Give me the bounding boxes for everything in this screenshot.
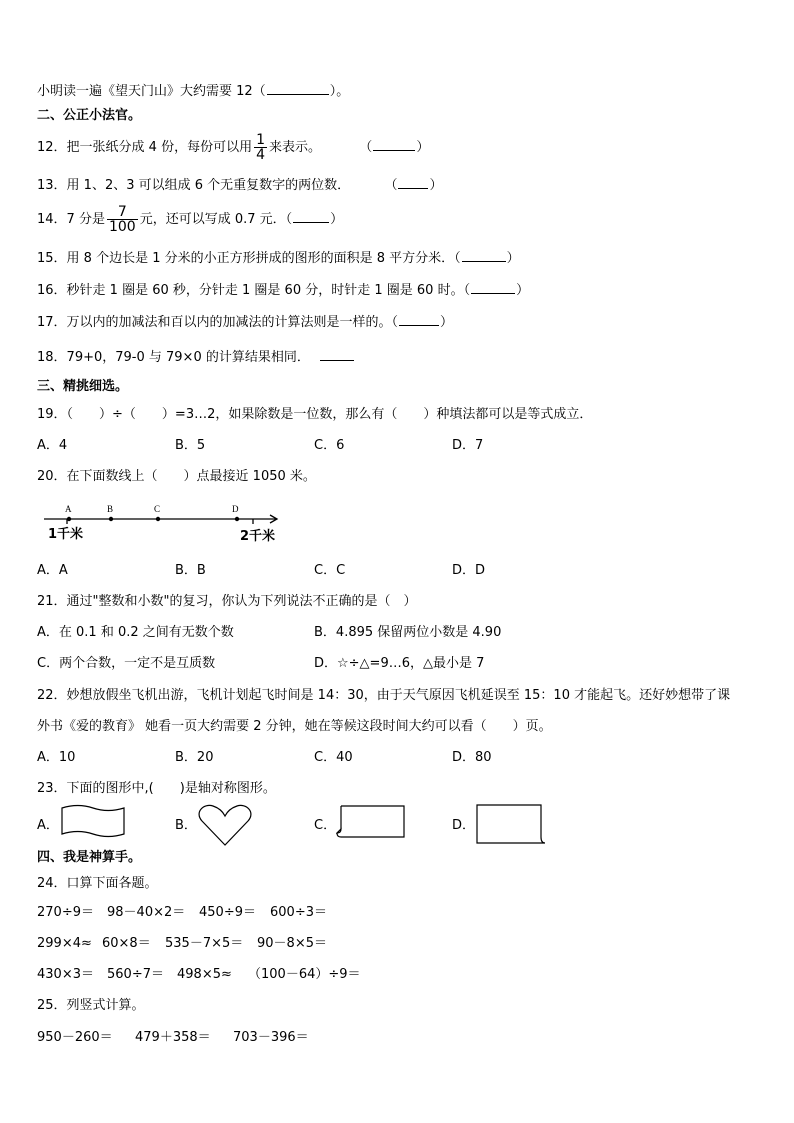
calc-item[interactable]: （100－64）÷9＝	[248, 967, 361, 982]
option-c[interactable]: C．C	[314, 563, 346, 578]
option-b[interactable]: B．5	[175, 438, 206, 453]
question-text-close: ）	[516, 283, 530, 298]
question-text: 17．万以内的加减法和百以内的加减法的计算法则是一样的。（	[37, 315, 399, 330]
fraction	[107, 205, 138, 234]
calc-item[interactable]: 498×5≈	[177, 967, 232, 982]
paren-close: ）	[429, 178, 443, 193]
question-text-close: ）	[330, 212, 344, 227]
number-line-graphic	[40, 498, 290, 548]
question-text-close: ）	[440, 315, 454, 330]
option-c[interactable]: C．40	[314, 750, 353, 765]
question-text: 15．用 8 个边长是 1 分米的小正方形拼成的图形的面积是 8 平方分米．（	[37, 251, 461, 266]
question-16	[37, 281, 529, 300]
start-label: 1千米	[48, 527, 84, 542]
option-b-heart-shape	[197, 803, 253, 847]
question-12	[37, 130, 429, 166]
option-d[interactable]: D．D	[452, 563, 486, 578]
option-a[interactable]: A．A	[37, 563, 68, 578]
answer-blank[interactable]	[398, 176, 428, 189]
calc-item[interactable]: 60×8＝	[102, 936, 151, 951]
option-c[interactable]: C．6	[314, 438, 345, 453]
option-c[interactable]: C．两个合数，一定不是互质数	[37, 656, 216, 671]
point-a-label: A	[65, 504, 72, 514]
option-a[interactable]: A．在 0.1 和 0.2 之间有无数个数	[37, 625, 234, 640]
option-a[interactable]: A．	[37, 818, 59, 833]
question-text: 14．7 分是	[37, 212, 105, 227]
question-23: 23．下面的图形中,( )是轴对称图形。	[37, 781, 276, 796]
point-c-label: C	[154, 504, 161, 514]
fraction-numerator: 7	[107, 205, 138, 220]
fraction-denominator: 4	[256, 147, 265, 163]
answer-blank[interactable]	[462, 249, 506, 262]
answer-blank[interactable]	[267, 82, 329, 95]
section-heading: 二、公正小法官。	[37, 108, 142, 123]
option-a-shape	[60, 803, 126, 843]
question-13	[37, 176, 442, 195]
calc-item[interactable]: 299×4≈	[37, 936, 92, 951]
answer-blank[interactable]	[373, 138, 415, 151]
option-c[interactable]: C．	[314, 818, 337, 833]
point-d-label: D	[232, 504, 239, 514]
number-line	[40, 498, 290, 548]
fraction	[254, 133, 267, 162]
option-d[interactable]: D．☆÷△=9…6，△最小是 7	[314, 656, 485, 671]
paren-open: （	[384, 178, 398, 193]
question-text: 小明读一遍《望天门山》大约需要 12（	[37, 84, 266, 99]
question-24: 24．口算下面各题。	[37, 876, 158, 891]
calc-item[interactable]: 560÷7＝	[107, 967, 164, 982]
question-text-post: 元，还可以写成 0.7 元．（	[139, 212, 293, 227]
question-text-close: ）。	[329, 84, 350, 99]
end-label: 2千米	[240, 529, 276, 544]
fraction-denominator: 100	[108, 219, 136, 235]
calc-item[interactable]: 450÷9＝	[199, 905, 256, 920]
question-text-post: 来表示。	[269, 140, 322, 155]
point-b-dot	[109, 517, 113, 521]
question-17	[37, 313, 453, 332]
option-b[interactable]: B．B	[175, 563, 206, 578]
fraction-numerator: 1	[256, 132, 265, 148]
section-heading: 四、我是神算手。	[37, 850, 142, 865]
question-20: 20．在下面数线上（ ）点最接近 1050 米。	[37, 469, 316, 484]
point-b-label: B	[107, 504, 114, 514]
question-22-line-1: 22．妙想放假坐飞机出游，飞机计划起飞时间是 14：30，由于天气原因飞机延误至 15：10 才能起飞。还好妙想带了课	[37, 688, 731, 703]
option-d[interactable]: D．7	[452, 438, 484, 453]
option-a[interactable]: A．4	[37, 438, 68, 453]
paren-close: ）	[416, 140, 430, 155]
vertical-calc-item[interactable]: 950－260＝	[37, 1030, 113, 1045]
option-a[interactable]: A．10	[37, 750, 76, 765]
option-d-shape	[475, 803, 547, 845]
calc-item[interactable]: 430×3＝	[37, 967, 94, 982]
question-21: 21．通过"整数和小数"的复习，你认为下列说法不正确的是（ ）	[37, 594, 417, 609]
question-14	[37, 202, 343, 238]
answer-blank[interactable]	[320, 348, 354, 361]
question-22-line-2: 外书《爱的教育》 她看一页大约需要 2 分钟，她在等候这段时间大约可以看（ ）页。	[37, 719, 552, 734]
option-d[interactable]: D．	[452, 818, 476, 833]
question-text: 13．用 1、2、3 可以组成 6 个无重复数字的两位数．	[37, 178, 351, 193]
question-text: 18．79+0，79-0 与 79×0 的计算结果相同．	[37, 350, 310, 365]
calc-item[interactable]: 600÷3＝	[270, 905, 327, 920]
point-a-dot	[67, 517, 71, 521]
question-25: 25．列竖式计算。	[37, 998, 145, 1013]
answer-blank[interactable]	[399, 313, 439, 326]
answer-blank[interactable]	[293, 210, 329, 223]
question-19: 19．（ ）÷（ ）=3…2，如果除数是一位数，那么有（ ）种填法都可以是等式成立．	[37, 407, 593, 422]
calc-item[interactable]: 90－8×5＝	[257, 936, 327, 951]
question-text-close: ）	[506, 251, 520, 266]
paren-open: （	[359, 140, 373, 155]
option-b[interactable]: B．4.895 保留两位小数是 4.90	[314, 625, 502, 640]
option-c-shape	[336, 803, 408, 843]
question-text: 12．把一张纸分成 4 份，每份可以用	[37, 140, 253, 155]
question-text: 16．秒针走 1 圈是 60 秒，分针走 1 圈是 60 分，时针走 1 圈是 60 时。（	[37, 283, 471, 298]
option-b[interactable]: B．	[175, 818, 197, 833]
answer-blank[interactable]	[471, 281, 515, 294]
calc-item[interactable]: 98－40×2＝	[107, 905, 186, 920]
point-c-dot	[156, 517, 160, 521]
section-heading: 三、精挑细选。	[37, 379, 129, 394]
question-11-tail	[37, 82, 349, 101]
calc-item[interactable]: 535－7×5＝	[165, 936, 244, 951]
vertical-calc-item[interactable]: 703－396＝	[233, 1030, 309, 1045]
question-15	[37, 249, 520, 268]
question-18	[37, 348, 355, 367]
vertical-calc-item[interactable]: 479＋358＝	[135, 1030, 211, 1045]
point-d-dot	[235, 517, 239, 521]
calc-item[interactable]: 270÷9＝	[37, 905, 94, 920]
option-d[interactable]: D．80	[452, 750, 492, 765]
option-b[interactable]: B．20	[175, 750, 214, 765]
